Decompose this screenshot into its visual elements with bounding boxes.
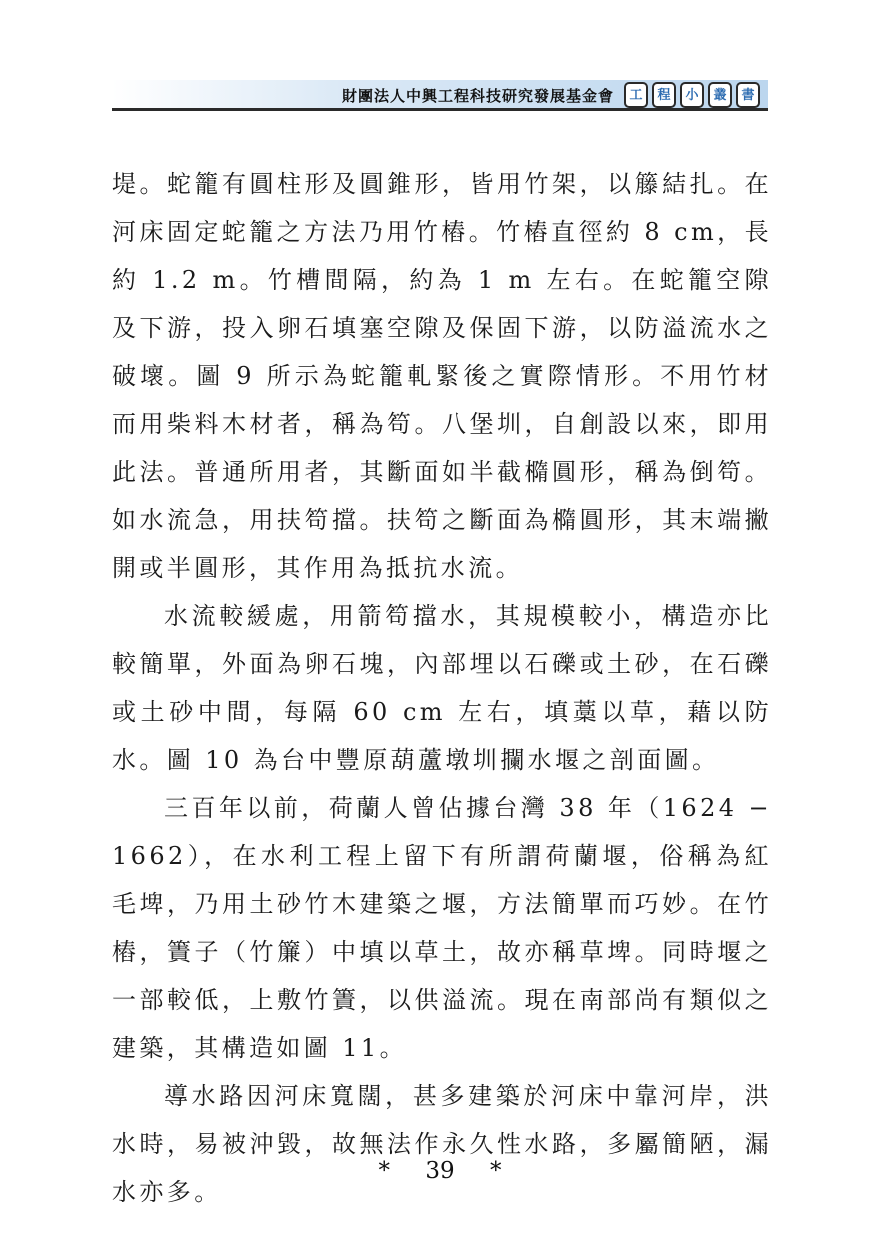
series-logo-char: 程 (652, 82, 676, 108)
series-logo-char: 工 (624, 82, 648, 108)
page-number: 39 (425, 1158, 455, 1184)
running-header (342, 83, 760, 107)
header-rule (112, 108, 768, 111)
paragraph: 堤。蛇籠有圓柱形及圓錐形，皆用竹架，以籐結扎。在河床固定蛇籠之方法乃用竹樁。竹樁直徑約 8 cm，長約 1.2 m。竹槽間隔，約為 1 m 左右。在蛇籠空隙及下游，投入卵石填塞空隙及保固下游，以防溢流水之破壞。圖 9 所示為蛇籠軋緊後之實際情形。不用竹材而用柴料木材者，稱為笱。八堡圳，自創設以來，即用此法。普通所用者，其斷面如半截橢圓形，稱為倒笱。如水流急，用扶笱擋。扶笱之斷面為橢圓形，其末端撇開或半圓形，其作用為抵抗水流。 (112, 170, 772, 582)
series-logo-char: 小 (680, 82, 704, 108)
paragraph: 導水路因河床寬闊，甚多建築於河床中靠河岸，洪水時，易被沖毀，故無法作永久性水路，多屬簡陋，漏水亦多。 (112, 1082, 772, 1206)
body-text (112, 160, 772, 1216)
publisher-name: 財團法人中興工程科技研究發展基金會 (341, 86, 614, 105)
footer-star-right: * (489, 1158, 502, 1184)
footer-star-left: * (378, 1158, 391, 1184)
paragraph: 三百年以前，荷蘭人曾佔據台灣 38 年（1624 − 1662），在水利工程上留下有所謂荷蘭堰，俗稱為紅毛埤，乃用土砂竹木建築之堰，方法簡單而巧妙。在竹樁，簀子（竹簾）中填以草土，故亦稱草埤。同時堰之一部較低，上敷竹簀，以供溢流。現在南部尚有類似之建築，其構造如圖 11。 (112, 794, 772, 1062)
series-logo-char: 書 (736, 82, 760, 108)
paragraph: 水流較緩處，用箭笱擋水，其規模較小，構造亦比較簡單，外面為卵石塊，內部埋以石礫或土砂，在石礫或土砂中間，每隔 60 cm 左右，填藁以草，藉以防水。圖 10 為台中豐原葫蘆墩圳攔水堰之剖面圖。 (112, 602, 772, 774)
page-footer (0, 1158, 880, 1184)
series-logo-char: 叢 (708, 82, 732, 108)
